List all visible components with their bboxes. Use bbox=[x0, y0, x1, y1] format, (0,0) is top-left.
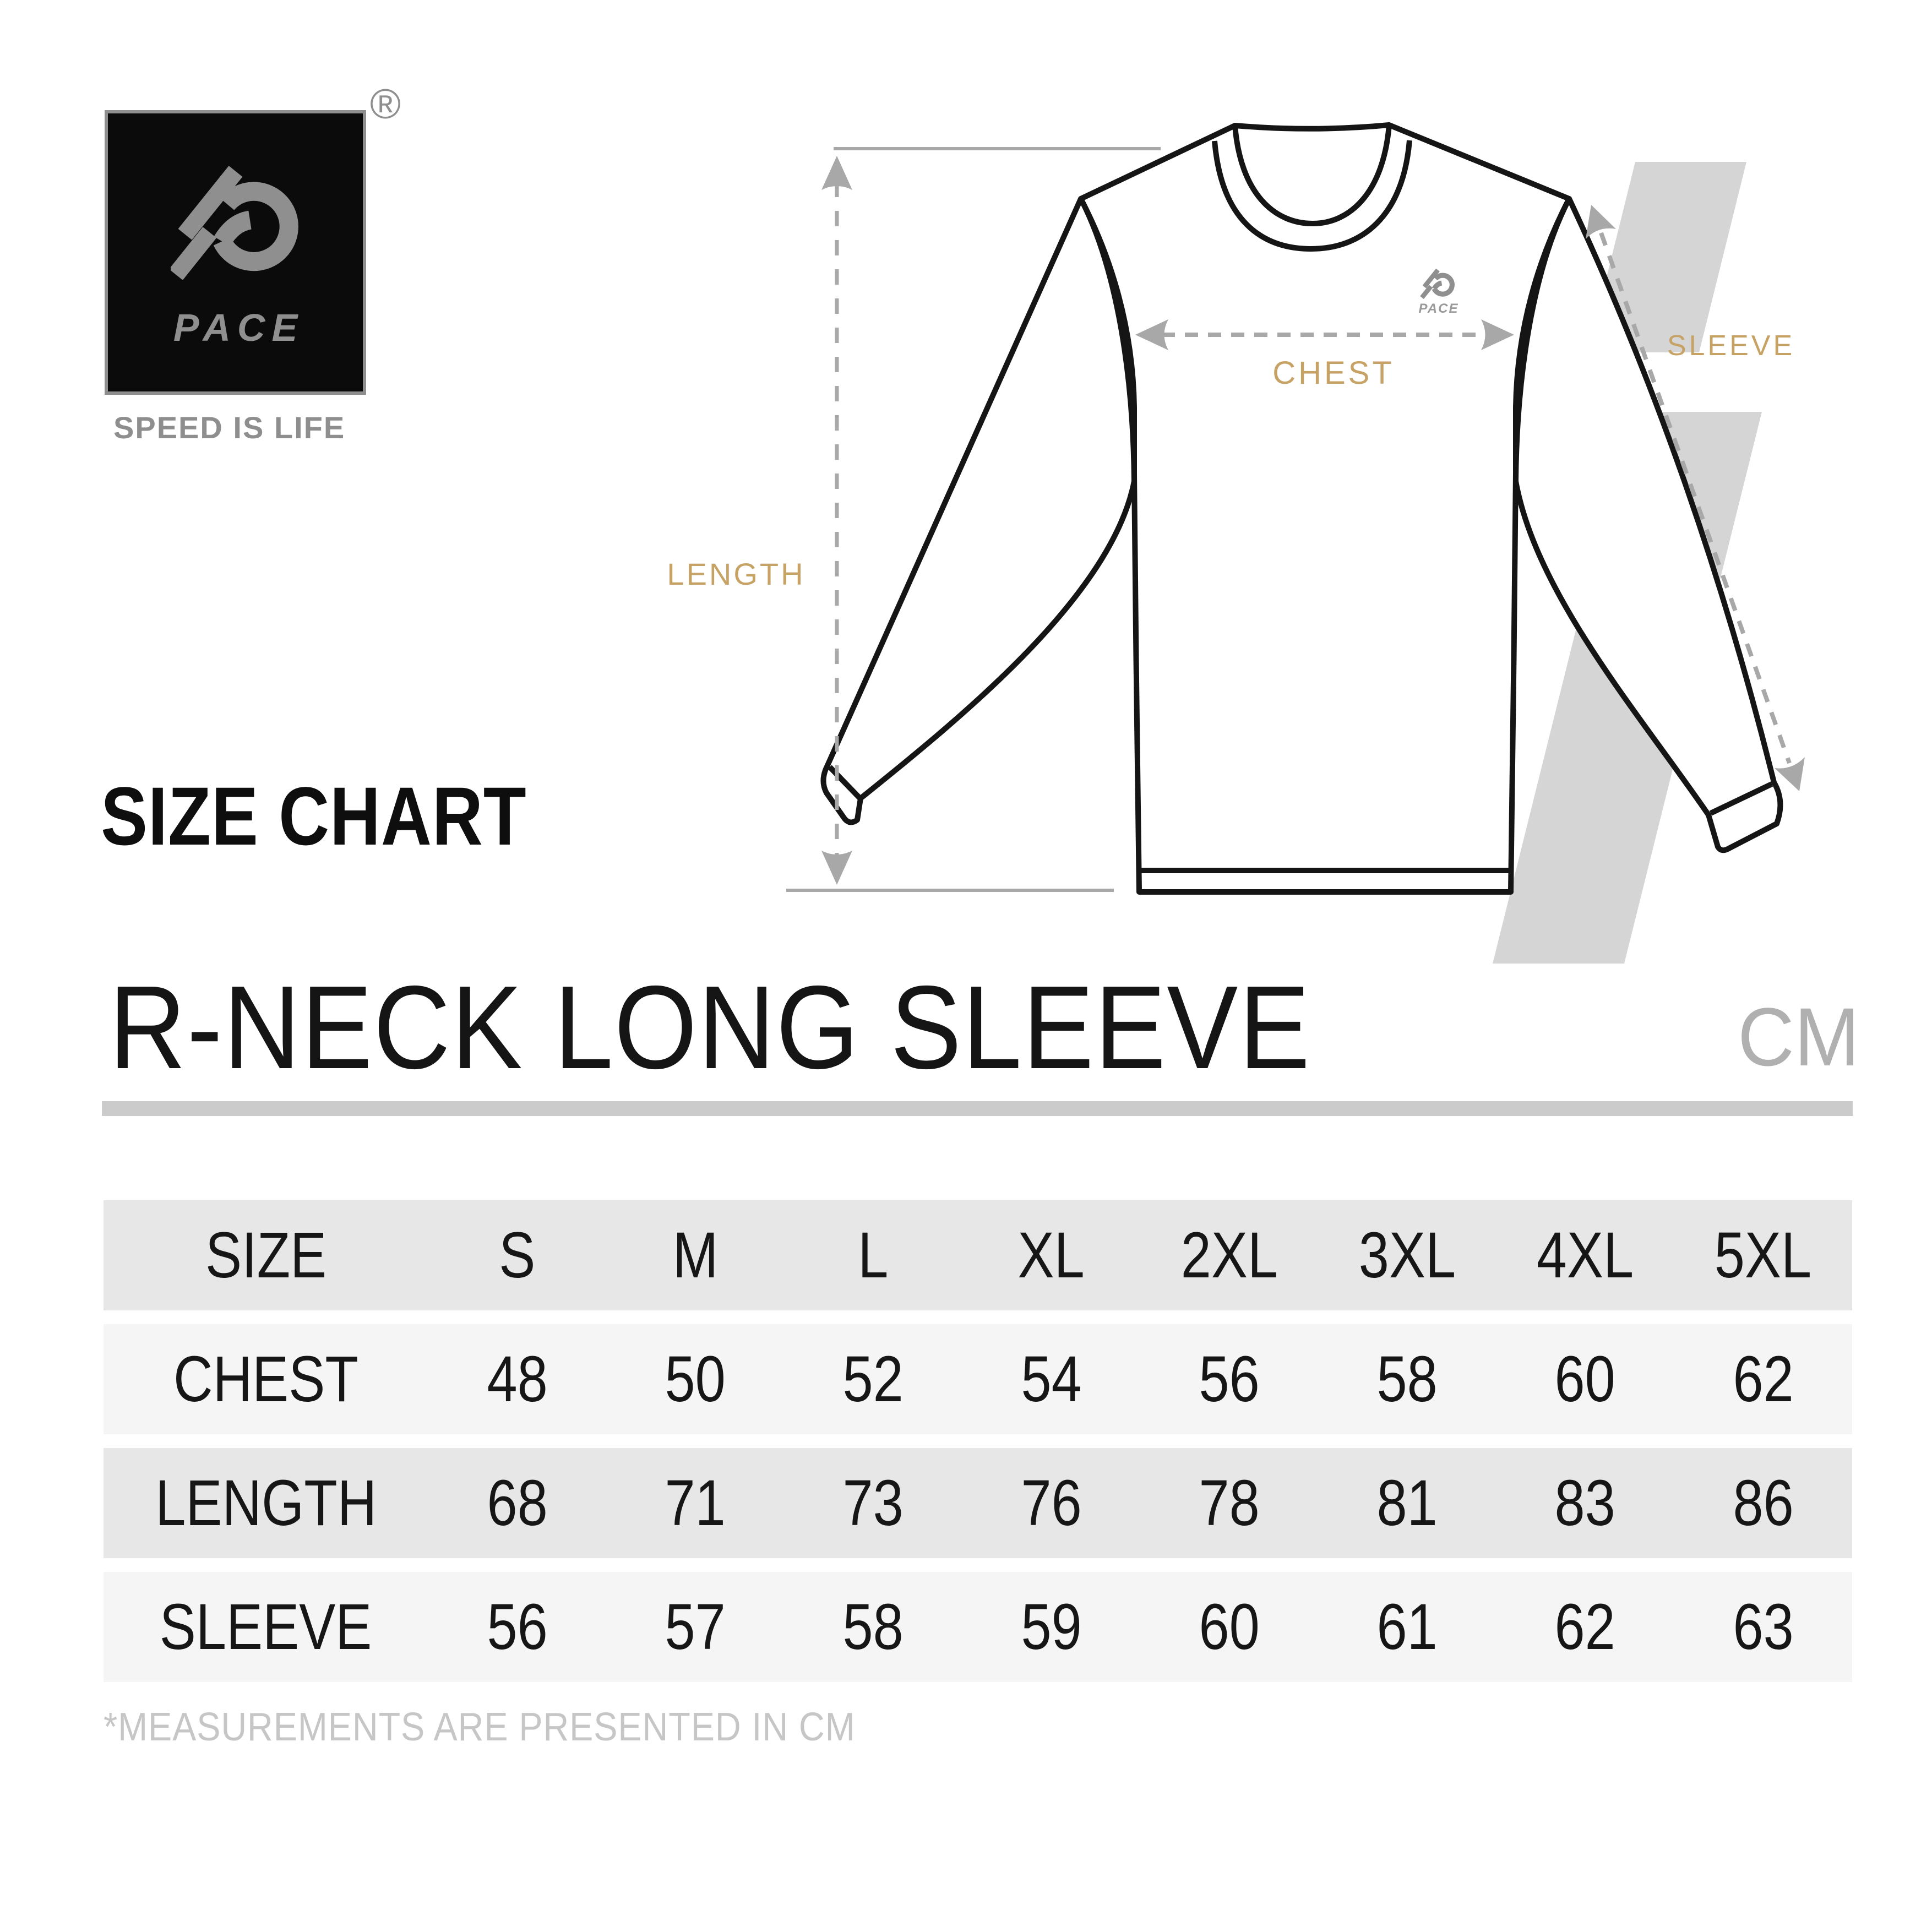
brand-tagline: SPEED IS LIFE bbox=[113, 410, 346, 445]
length-label: LENGTH bbox=[667, 557, 806, 591]
table-cell: 56 bbox=[1199, 1343, 1260, 1416]
table-cell: 68 bbox=[487, 1467, 548, 1539]
table-cell: 59 bbox=[1021, 1591, 1082, 1663]
row-label: LENGTH bbox=[155, 1467, 377, 1539]
table-cell: 81 bbox=[1376, 1467, 1438, 1539]
table-cell: 62 bbox=[1554, 1591, 1616, 1663]
table-header-size-5xl: 5XL bbox=[1715, 1219, 1812, 1292]
product-title: R-NECK LONG SLEEVE bbox=[109, 961, 1311, 1093]
table-cell: 71 bbox=[665, 1467, 726, 1539]
table-cell: 48 bbox=[487, 1343, 548, 1416]
section-heading: SIZE CHART bbox=[101, 770, 527, 862]
table-header-row bbox=[104, 1200, 1852, 1310]
table-header-size-m: M bbox=[672, 1219, 719, 1292]
table-header-size-2xl: 2XL bbox=[1180, 1219, 1278, 1292]
pace-chest-logo-text: PACE bbox=[1418, 301, 1459, 316]
title-divider bbox=[102, 1101, 1853, 1116]
table-header-size-s: S bbox=[499, 1219, 536, 1292]
table-cell: 73 bbox=[842, 1467, 904, 1539]
measurements-footnote: *MEASUREMENTS ARE PRESENTED IN CM bbox=[104, 1705, 856, 1749]
table-cell: 54 bbox=[1021, 1343, 1082, 1416]
length-arrow-down-icon bbox=[821, 851, 852, 885]
table-cell: 52 bbox=[842, 1343, 904, 1416]
table-cell: 57 bbox=[665, 1591, 726, 1663]
row-label: SLEEVE bbox=[160, 1591, 372, 1663]
pace-logo-icon bbox=[171, 150, 301, 293]
table-header-size-l: L bbox=[858, 1219, 889, 1292]
shirt-body bbox=[1081, 125, 1569, 892]
table-cell: 86 bbox=[1733, 1467, 1794, 1539]
table-row-length bbox=[104, 1448, 1852, 1558]
table-cell: 62 bbox=[1733, 1343, 1794, 1416]
table-cell: 56 bbox=[487, 1591, 548, 1663]
sleeve-label: SLEEVE bbox=[1667, 330, 1795, 362]
table-cell: 50 bbox=[665, 1343, 726, 1416]
table-row-sleeve bbox=[104, 1572, 1852, 1682]
table-cell: 61 bbox=[1376, 1591, 1438, 1663]
pace-logo-wordmark: PACE bbox=[173, 306, 304, 349]
table-header-size-4xl: 4XL bbox=[1536, 1219, 1634, 1292]
table-header-size-xl: XL bbox=[1017, 1219, 1085, 1292]
table-cell: 60 bbox=[1199, 1591, 1260, 1663]
unit-label: CM bbox=[1738, 991, 1860, 1083]
chest-label: CHEST bbox=[1272, 355, 1395, 391]
table-row-chest bbox=[104, 1324, 1852, 1434]
table-header-size-3xl: 3XL bbox=[1358, 1219, 1456, 1292]
table-header-label: SIZE bbox=[205, 1219, 327, 1292]
shirt-left-sleeve bbox=[823, 199, 1134, 823]
pace-logo-block bbox=[105, 110, 366, 395]
table-cell: 63 bbox=[1733, 1591, 1794, 1663]
table-cell: 60 bbox=[1554, 1343, 1616, 1416]
size-table bbox=[104, 1200, 1852, 1696]
table-cell: 76 bbox=[1021, 1467, 1082, 1539]
table-cell: 58 bbox=[1376, 1343, 1438, 1416]
table-cell: 83 bbox=[1554, 1467, 1616, 1539]
table-cell: 78 bbox=[1199, 1467, 1260, 1539]
length-arrow-up-icon bbox=[821, 156, 852, 190]
table-cell: 58 bbox=[842, 1591, 904, 1663]
row-label: CHEST bbox=[173, 1343, 358, 1416]
registered-trademark-icon: ® bbox=[370, 81, 401, 128]
